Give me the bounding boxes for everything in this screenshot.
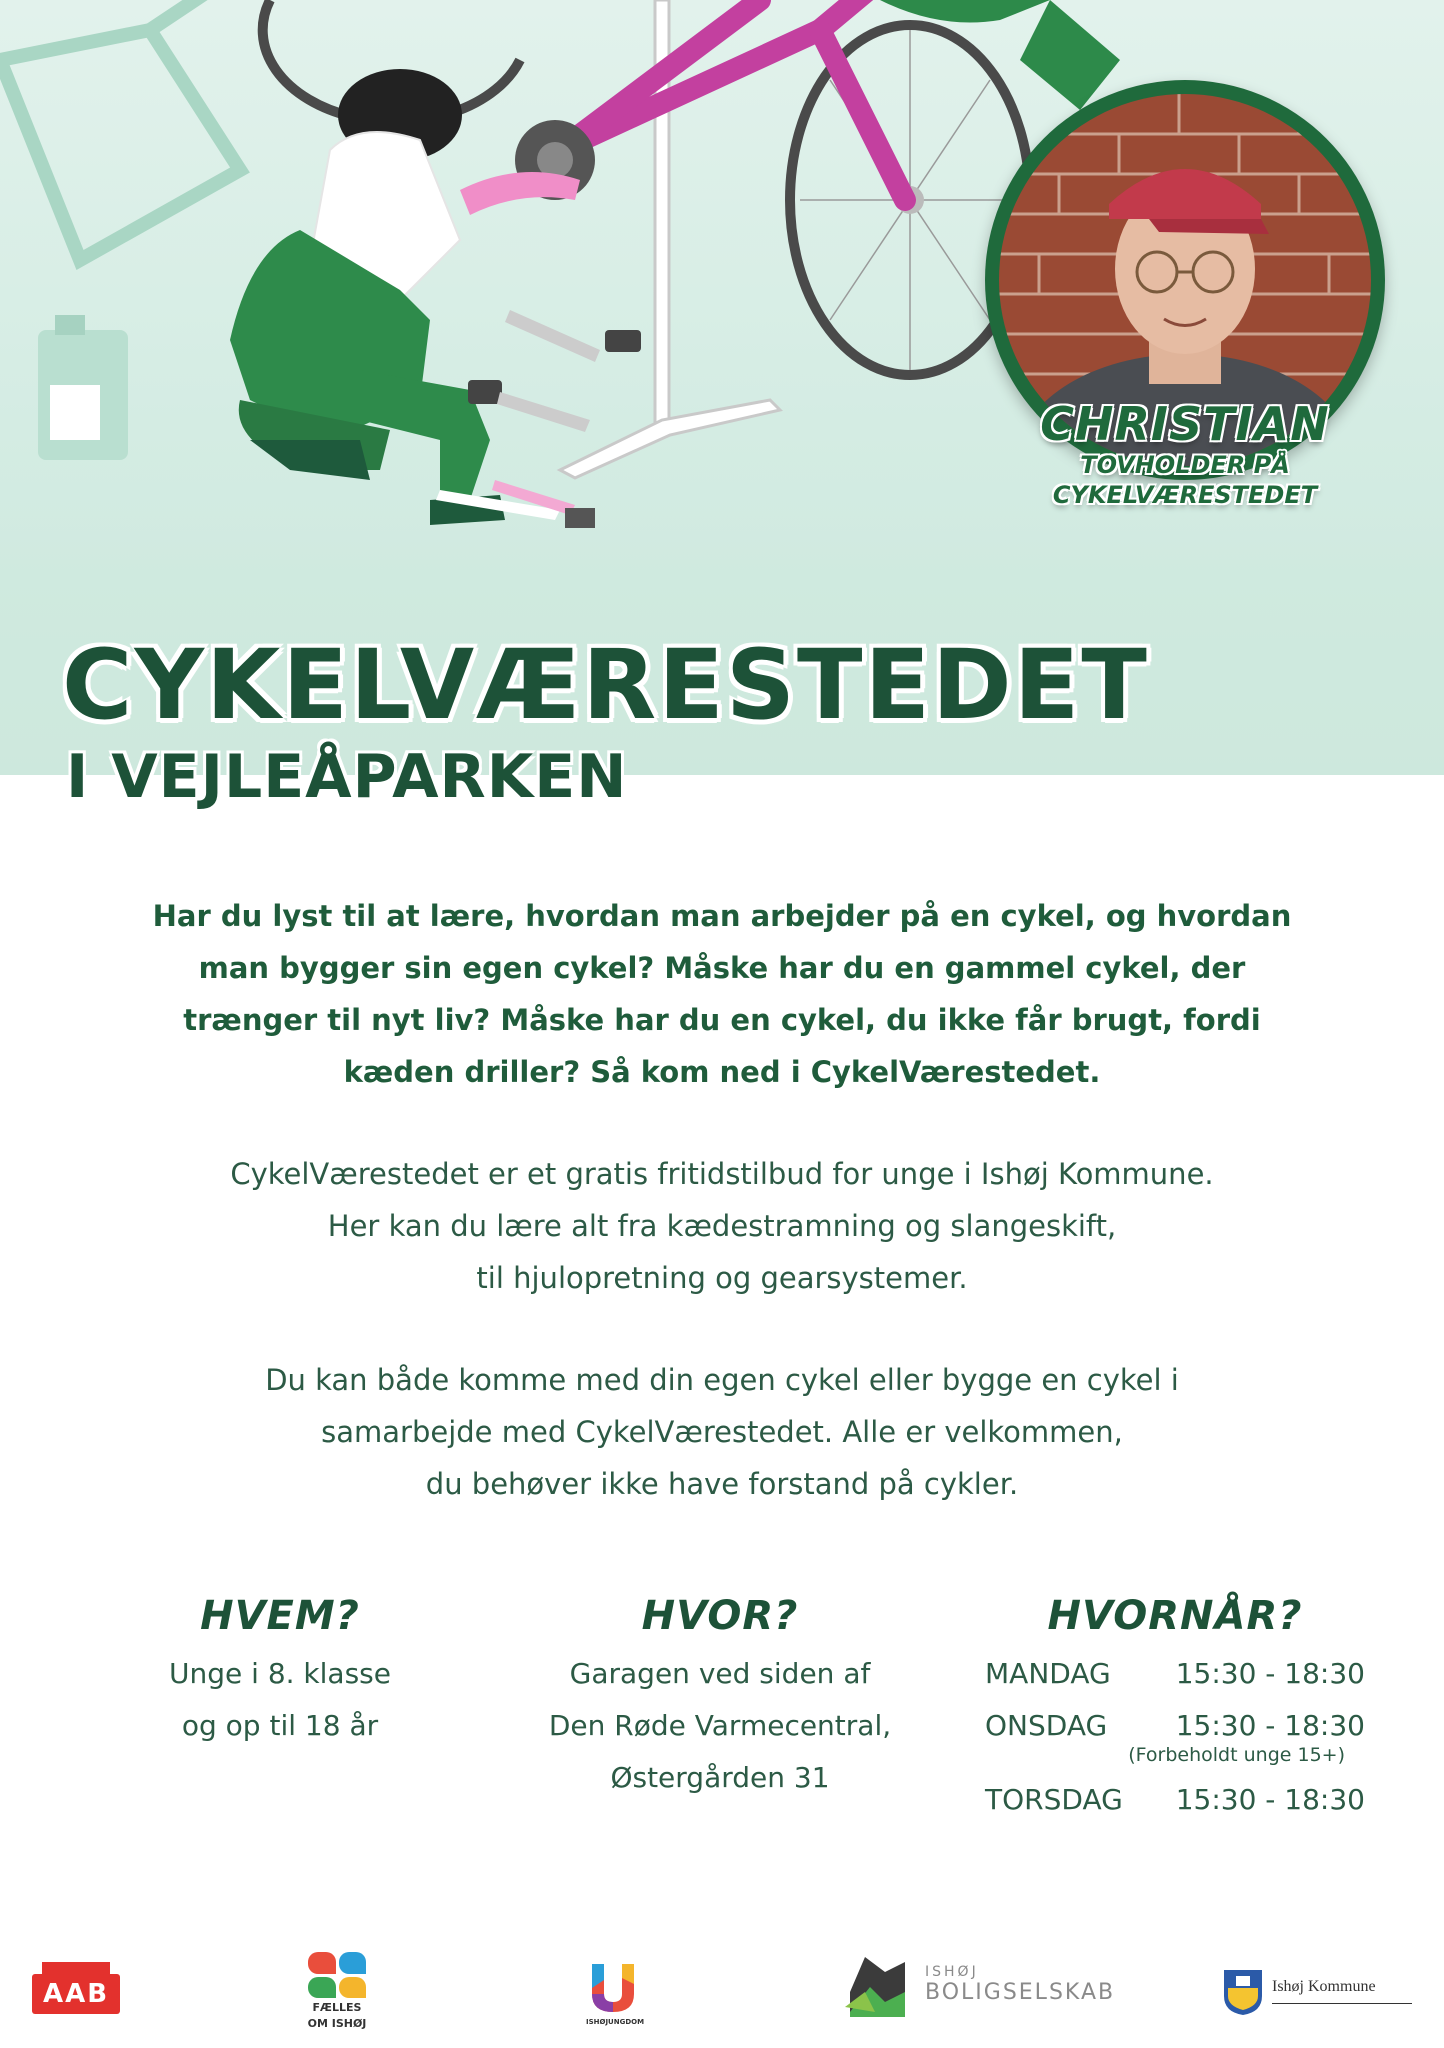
description-line: CykelVærestedet er et gratis fritidstilbud for unge i Ishøj Kommune.: [230, 1157, 1214, 1191]
aab-roof-icon: [42, 1962, 110, 1974]
boligselskab-small-text: ISHØJ: [925, 1964, 979, 1980]
page-subtitle: I VEJLEÅPARKEN: [66, 742, 628, 812]
person-caption: [1010, 398, 1360, 510]
who-line: og op til 18 år: [181, 1709, 379, 1742]
aab-logo-text: AAB: [32, 1974, 120, 2014]
intro-line: trænger til nyt liv? Måske har du en cykel, du ikke får brugt, fordi: [183, 1003, 1261, 1037]
welcome-line: samarbejde med CykelVærestedet. Alle er velkommen,: [321, 1415, 1123, 1449]
schedule-row-monday: [985, 1648, 1365, 1700]
faelles-logo-text: FÆLLES: [312, 2001, 362, 2014]
sponsor-logos: [0, 1940, 1444, 2030]
aab-logo: [32, 1962, 120, 2014]
when-section: [985, 1590, 1365, 1826]
ungdom-logo-text: ISHØJUNGDOM: [586, 2018, 645, 2026]
intro-line: kæden driller? Så kom ned i CykelVærestedet.: [343, 1055, 1101, 1089]
schedule-time: 15:30 - 18:30: [1175, 1657, 1365, 1690]
schedule-day: TORSDAG: [985, 1783, 1123, 1816]
where-heading: HVOR?: [641, 1593, 799, 1639]
where-line: Garagen ved siden af: [569, 1657, 871, 1690]
who-section: [140, 1590, 420, 1752]
person-name: CHRISTIAN: [1040, 397, 1330, 451]
schedule-row-thursday: [985, 1774, 1365, 1826]
description-line: Her kan du lære alt fra kædestramning og slangeskift,: [327, 1209, 1117, 1243]
kommune-logo-text: Ishøj Kommune: [1272, 1978, 1376, 1995]
welcome-paragraph: [120, 1354, 1324, 1510]
page-title: CYKELVÆRESTEDET: [62, 629, 1149, 741]
boligselskab-mark-icon: [845, 1952, 915, 2022]
who-line: Unge i 8. klasse: [169, 1657, 391, 1690]
when-heading: HVORNÅR?: [1047, 1593, 1303, 1639]
boligselskab-big-text: BOLIGSELSKAB: [925, 1980, 1116, 2005]
intro-line: man bygger sin egen cykel? Måske har du en gammel cykel, der: [198, 951, 1246, 985]
kommune-crest-icon: [1222, 1968, 1264, 2016]
faelles-mark-icon: [308, 1952, 366, 1998]
intro-line: Har du lyst til at lære, hvordan man arbejder på en cykel, og hvordan: [152, 899, 1292, 933]
schedule-day: MANDAG: [985, 1657, 1111, 1690]
description-line: til hjulopretning og gearsystemer.: [476, 1261, 968, 1295]
schedule-note: (Forbeholdt unge 15+): [1128, 1744, 1345, 1766]
person-role-line2: CYKELVÆRESTEDET: [1052, 481, 1318, 509]
where-line: Den Røde Varmecentral,: [548, 1709, 892, 1742]
schedule-time: 15:30 - 18:30: [1175, 1709, 1365, 1742]
welcome-line: du behøver ikke have forstand på cykler.: [425, 1467, 1019, 1501]
faelles-logo-text: OM ISHØJ: [307, 2017, 367, 2030]
ungdom-u-icon: [586, 1960, 640, 2014]
ishoj-ungdom-logo: [586, 1960, 645, 2026]
intro-paragraph: [120, 890, 1324, 1098]
ishoj-boligselskab-logo: [845, 1952, 1116, 2032]
description-paragraph: [120, 1148, 1324, 1304]
ishoj-kommune-logo: [1222, 1968, 1422, 2016]
schedule-day: ONSDAG: [985, 1709, 1108, 1742]
welcome-line: Du kan både komme med din egen cykel eller bygge en cykel i: [265, 1363, 1179, 1397]
where-section: [520, 1590, 920, 1804]
person-role-line1: TOVHOLDER PÅ: [1080, 451, 1290, 479]
where-line: Østergården 31: [610, 1761, 830, 1794]
who-heading: HVEM?: [200, 1593, 360, 1639]
faelles-om-ishoj-logo: [302, 1952, 372, 2030]
kommune-underline: [1272, 2003, 1412, 2004]
schedule-time: 15:30 - 18:30: [1175, 1783, 1365, 1816]
